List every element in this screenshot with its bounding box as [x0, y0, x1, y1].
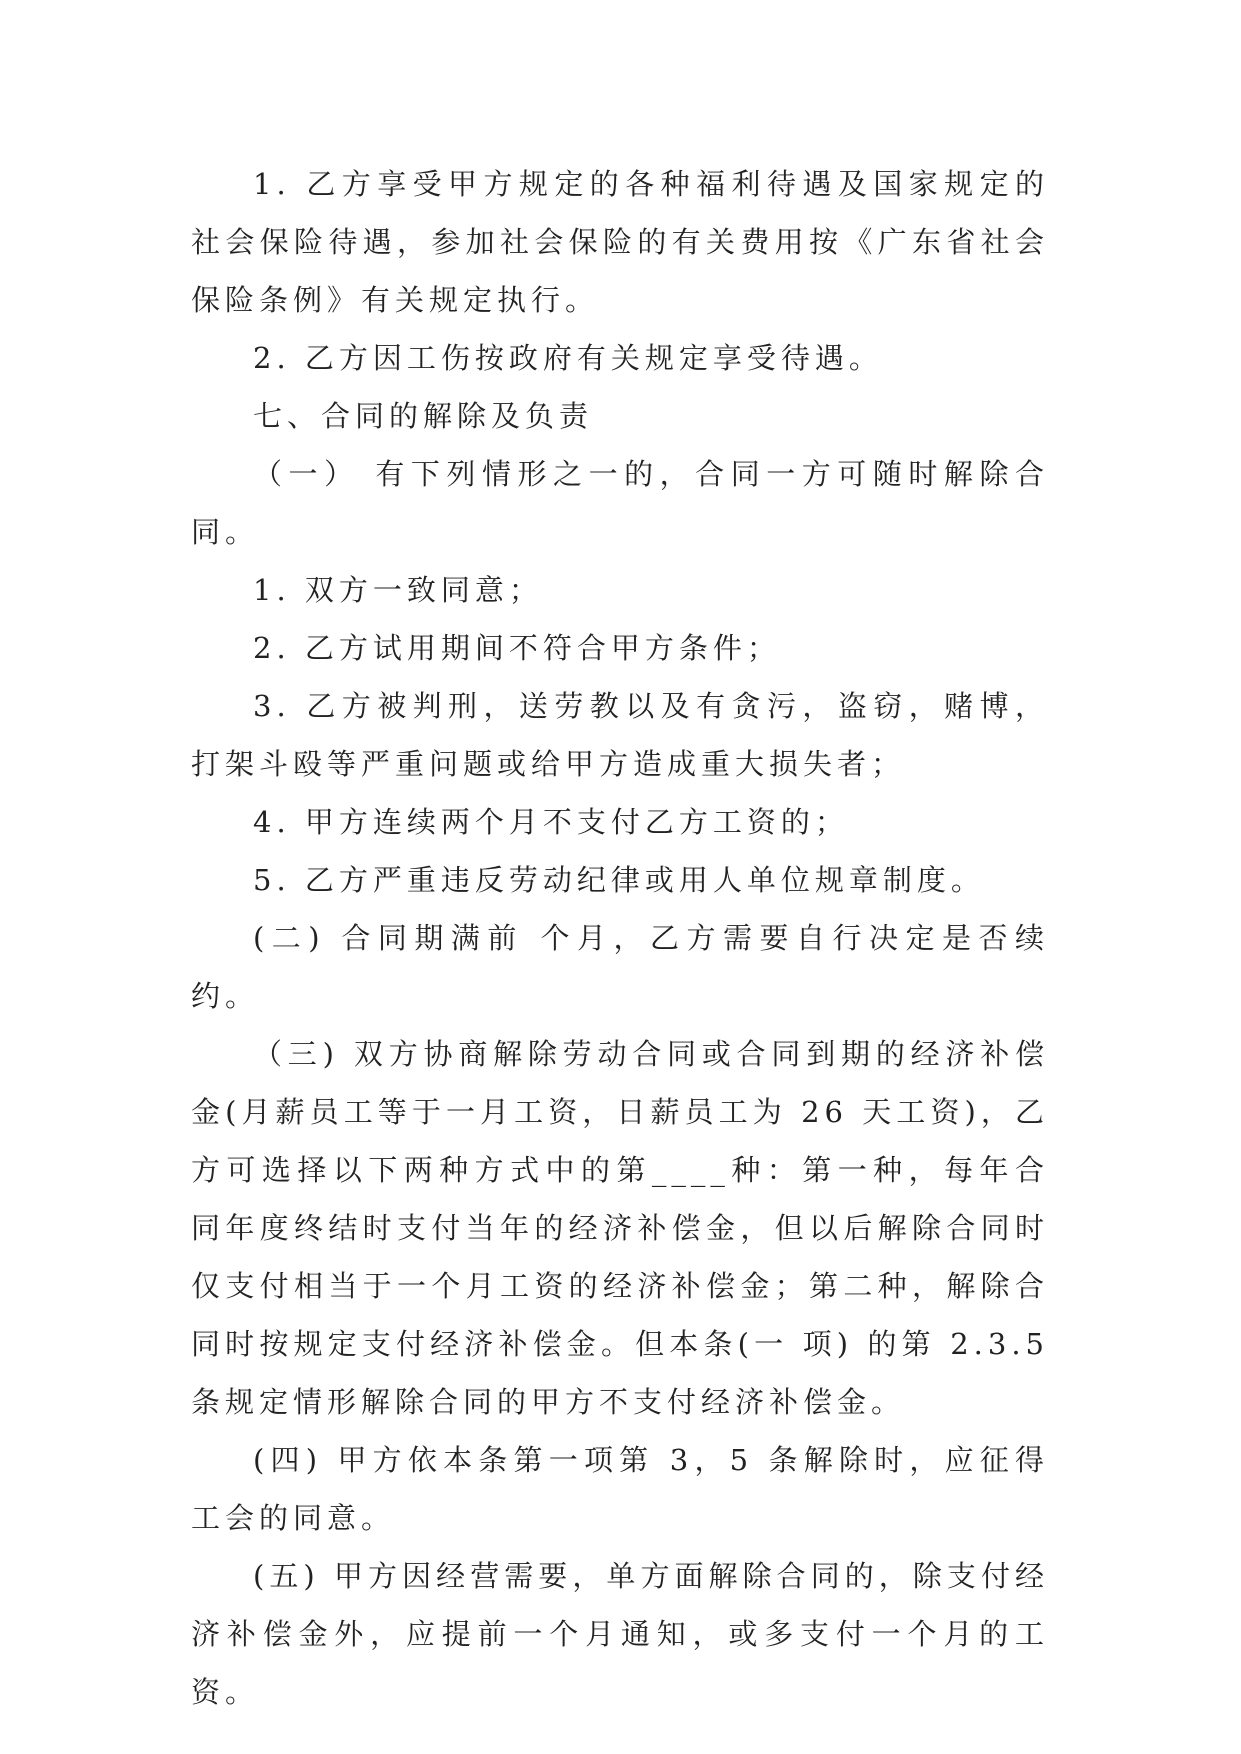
list-item-probation: 2. 乙方试用期间不符合甲方条件；: [253, 631, 781, 665]
paragraph-termination-conditions: （一） 有下列情形之一的，合同一方可随时解除合同。: [191, 457, 1049, 549]
list-item-mutual-agreement: 1. 双方一致同意；: [253, 573, 543, 607]
paragraph-union-consent: (四) 甲方依本条第一项第 3，5 条解除时，应征得工会的同意。: [191, 1443, 1049, 1535]
section-heading-termination: 七、合同的解除及负责: [253, 399, 594, 433]
paragraph-work-injury: 2. 乙方因工伤按政府有关规定享受待遇。: [253, 341, 883, 375]
document-body: [191, 155, 1049, 1721]
list-item-serious-misconduct: 3. 乙方被判刑，送劳教以及有贪污，盗窃，赌博，打架斗殴等严重问题或给甲方造成重大损失者；: [191, 689, 1049, 781]
paragraph-unilateral-termination: (五) 甲方因经营需要，单方面解除合同的，除支付经济补偿金外，应提前一个月通知，或多支付一个月的工资。: [191, 1559, 1049, 1709]
paragraph-economic-compensation: （三) 双方协商解除劳动合同或合同到期的经济补偿金(月薪员工等于一月工资，日薪员工为 26 天工资)，乙方可选择以下两种方式中的第____种：第一种，每年合同年度终结时支付当年的经济补偿金，但以后解除合同时仅支付相当于一个月工资的经济补偿金；第二种，解除合同时按规定支付经济补偿金。但本条(一 项) 的第 2.3.5 条规定情形解除合同的甲方不支付经济补偿金。: [191, 1037, 1049, 1419]
paragraph-contract-renewal: (二) 合同期满前 个月，乙方需要自行决定是否续约。: [191, 921, 1049, 1013]
list-item-discipline-violation: 5. 乙方严重违反劳动纪律或用人单位规章制度。: [253, 863, 985, 897]
paragraph-welfare-insurance: 1. 乙方享受甲方规定的各种福利待遇及国家规定的社会保险待遇，参加社会保险的有关费用按《广东省社会保险条例》有关规定执行。: [191, 167, 1049, 317]
list-item-unpaid-wages: 4. 甲方连续两个月不支付乙方工资的；: [253, 805, 849, 839]
